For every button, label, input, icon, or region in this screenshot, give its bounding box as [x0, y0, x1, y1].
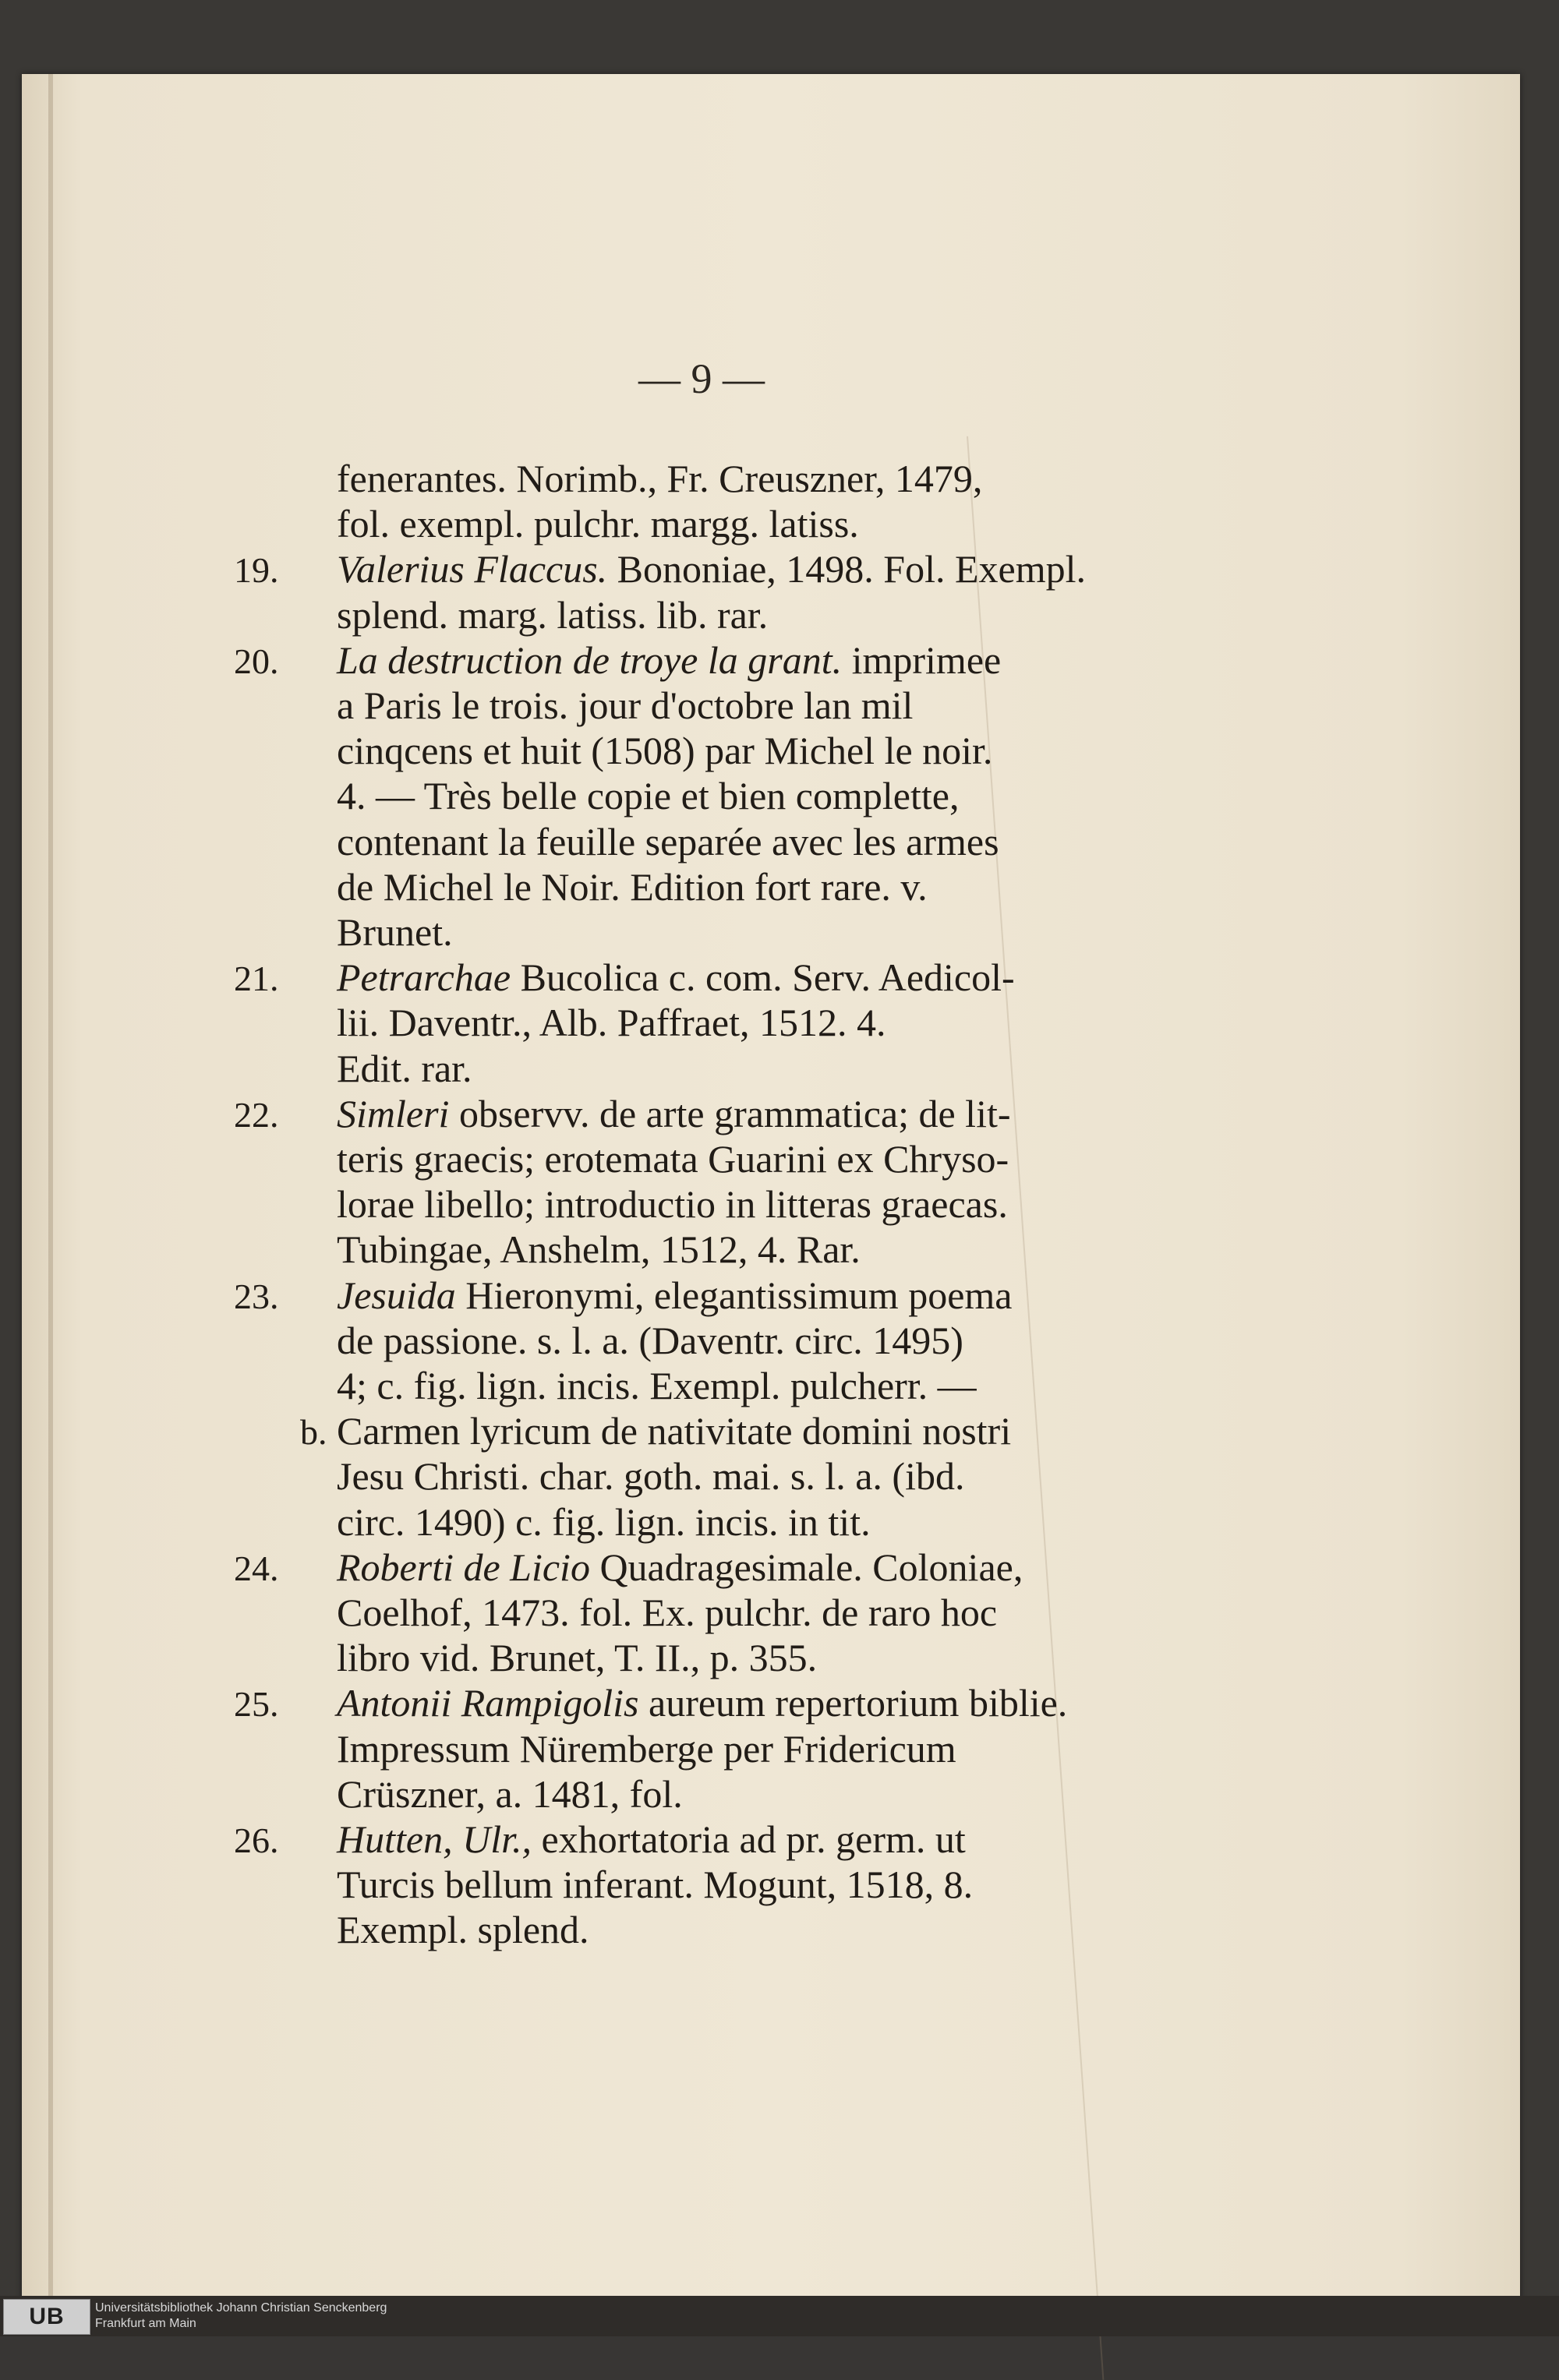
entry-text: lorae libello; introductio in litteras graecas.: [337, 1182, 1008, 1227]
entry-text: circ. 1490) c. fig. lign. incis. in tit.: [337, 1499, 871, 1544]
entry-number: 23.: [234, 1276, 279, 1316]
entry-text: fenerantes. Norimb., Fr. Creuszner, 1479,: [337, 457, 983, 500]
entry-text: Coelhof, 1473. fol. Ex. pulchr. de raro hoc: [337, 1591, 998, 1634]
entry-text: Impressum Nüremberge per Fridericum: [337, 1726, 956, 1771]
entry-number: 21.: [234, 959, 279, 999]
entry-text: Jesuida Hieronymi, elegantissimum poema: [337, 1273, 1013, 1317]
entry-text: La destruction de troye la grant. imprimee: [337, 637, 1002, 682]
entry-number: 20.: [234, 641, 279, 681]
entry-text: teris graecis; erotemata Guarini ex Chryso-: [337, 1137, 1009, 1181]
entry-text: Tubingae, Anshelm, 1512, 4. Rar.: [337, 1227, 861, 1272]
page-number: — 9 —: [638, 355, 765, 402]
entry-text: Hutten, Ulr., exhortatoria ad pr. germ. ut: [337, 1817, 966, 1861]
entry-text: Edit. rar.: [337, 1046, 472, 1090]
entry-text: Turcis bellum inferant. Mogunt, 1518, 8.: [337, 1863, 974, 1907]
entry-text: a Paris le trois. jour d'octobre lan mil: [337, 683, 914, 727]
entry-text: Antonii Rampigolis aureum repertorium biblie.: [337, 1681, 1068, 1725]
entry-number: 24.: [234, 1548, 279, 1588]
entry-text: 4. — Très belle copie et bien complette,: [337, 774, 960, 818]
entry-text: de Michel le Noir. Edition fort rare. v.: [337, 864, 928, 909]
entry-text: 4; c. fig. lign. incis. Exempl. pulcherr. —: [337, 1364, 977, 1407]
entry-number: 22.: [234, 1094, 279, 1135]
entry-number: 19.: [234, 550, 279, 591]
entry-text: fol. exempl. pulchr. margg. latiss.: [337, 502, 859, 546]
entry-text: libro vid. Brunet, T. II., p. 355.: [337, 1636, 818, 1680]
library-name: Universitätsbibliothek Johann Christian Senckenberg: [95, 2301, 387, 2315]
entry-text: contenant la feuille separée avec les armes: [337, 819, 999, 863]
entry-text: lii. Daventr., Alb. Paffraet, 1512. 4.: [337, 1001, 886, 1045]
entry-number: 26.: [234, 1820, 279, 1860]
library-city: Frankfurt am Main: [95, 2317, 196, 2330]
entry-text: Carmen lyricum de nativitate domini nostri: [337, 1409, 1012, 1453]
entry-text: Roberti de Licio Quadragesimale. Coloniae,: [337, 1545, 1023, 1589]
entry-text: splend. marg. latiss. lib. rar.: [337, 592, 769, 637]
entry-text: de passione. s. l. a. (Daventr. circ. 1495): [337, 1318, 963, 1362]
entry-text: Petrarchae Bucolica c. com. Serv. Aedicol-: [337, 955, 1015, 1000]
entry-number: b.: [300, 1412, 327, 1453]
library-credit: [95, 2301, 387, 2332]
library-logo: UB: [3, 2299, 90, 2335]
entry-text: Brunet.: [337, 910, 453, 954]
entry-text: Simleri observv. de arte grammatica; de lit-: [337, 1091, 1011, 1135]
entry-text: Crüszner, a. 1481, fol.: [337, 1771, 683, 1816]
entry-text: Jesu Christi. char. goth. mai. s. l. a. (ibd.: [337, 1454, 965, 1499]
entry-number: 25.: [234, 1684, 279, 1725]
entry-text: Valerius Flaccus. Bononiae, 1498. Fol. Exempl.: [337, 547, 1087, 591]
entry-text: cinqcens et huit (1508) par Michel le noir.: [337, 729, 993, 773]
entry-text: Exempl. splend.: [337, 1908, 589, 1952]
